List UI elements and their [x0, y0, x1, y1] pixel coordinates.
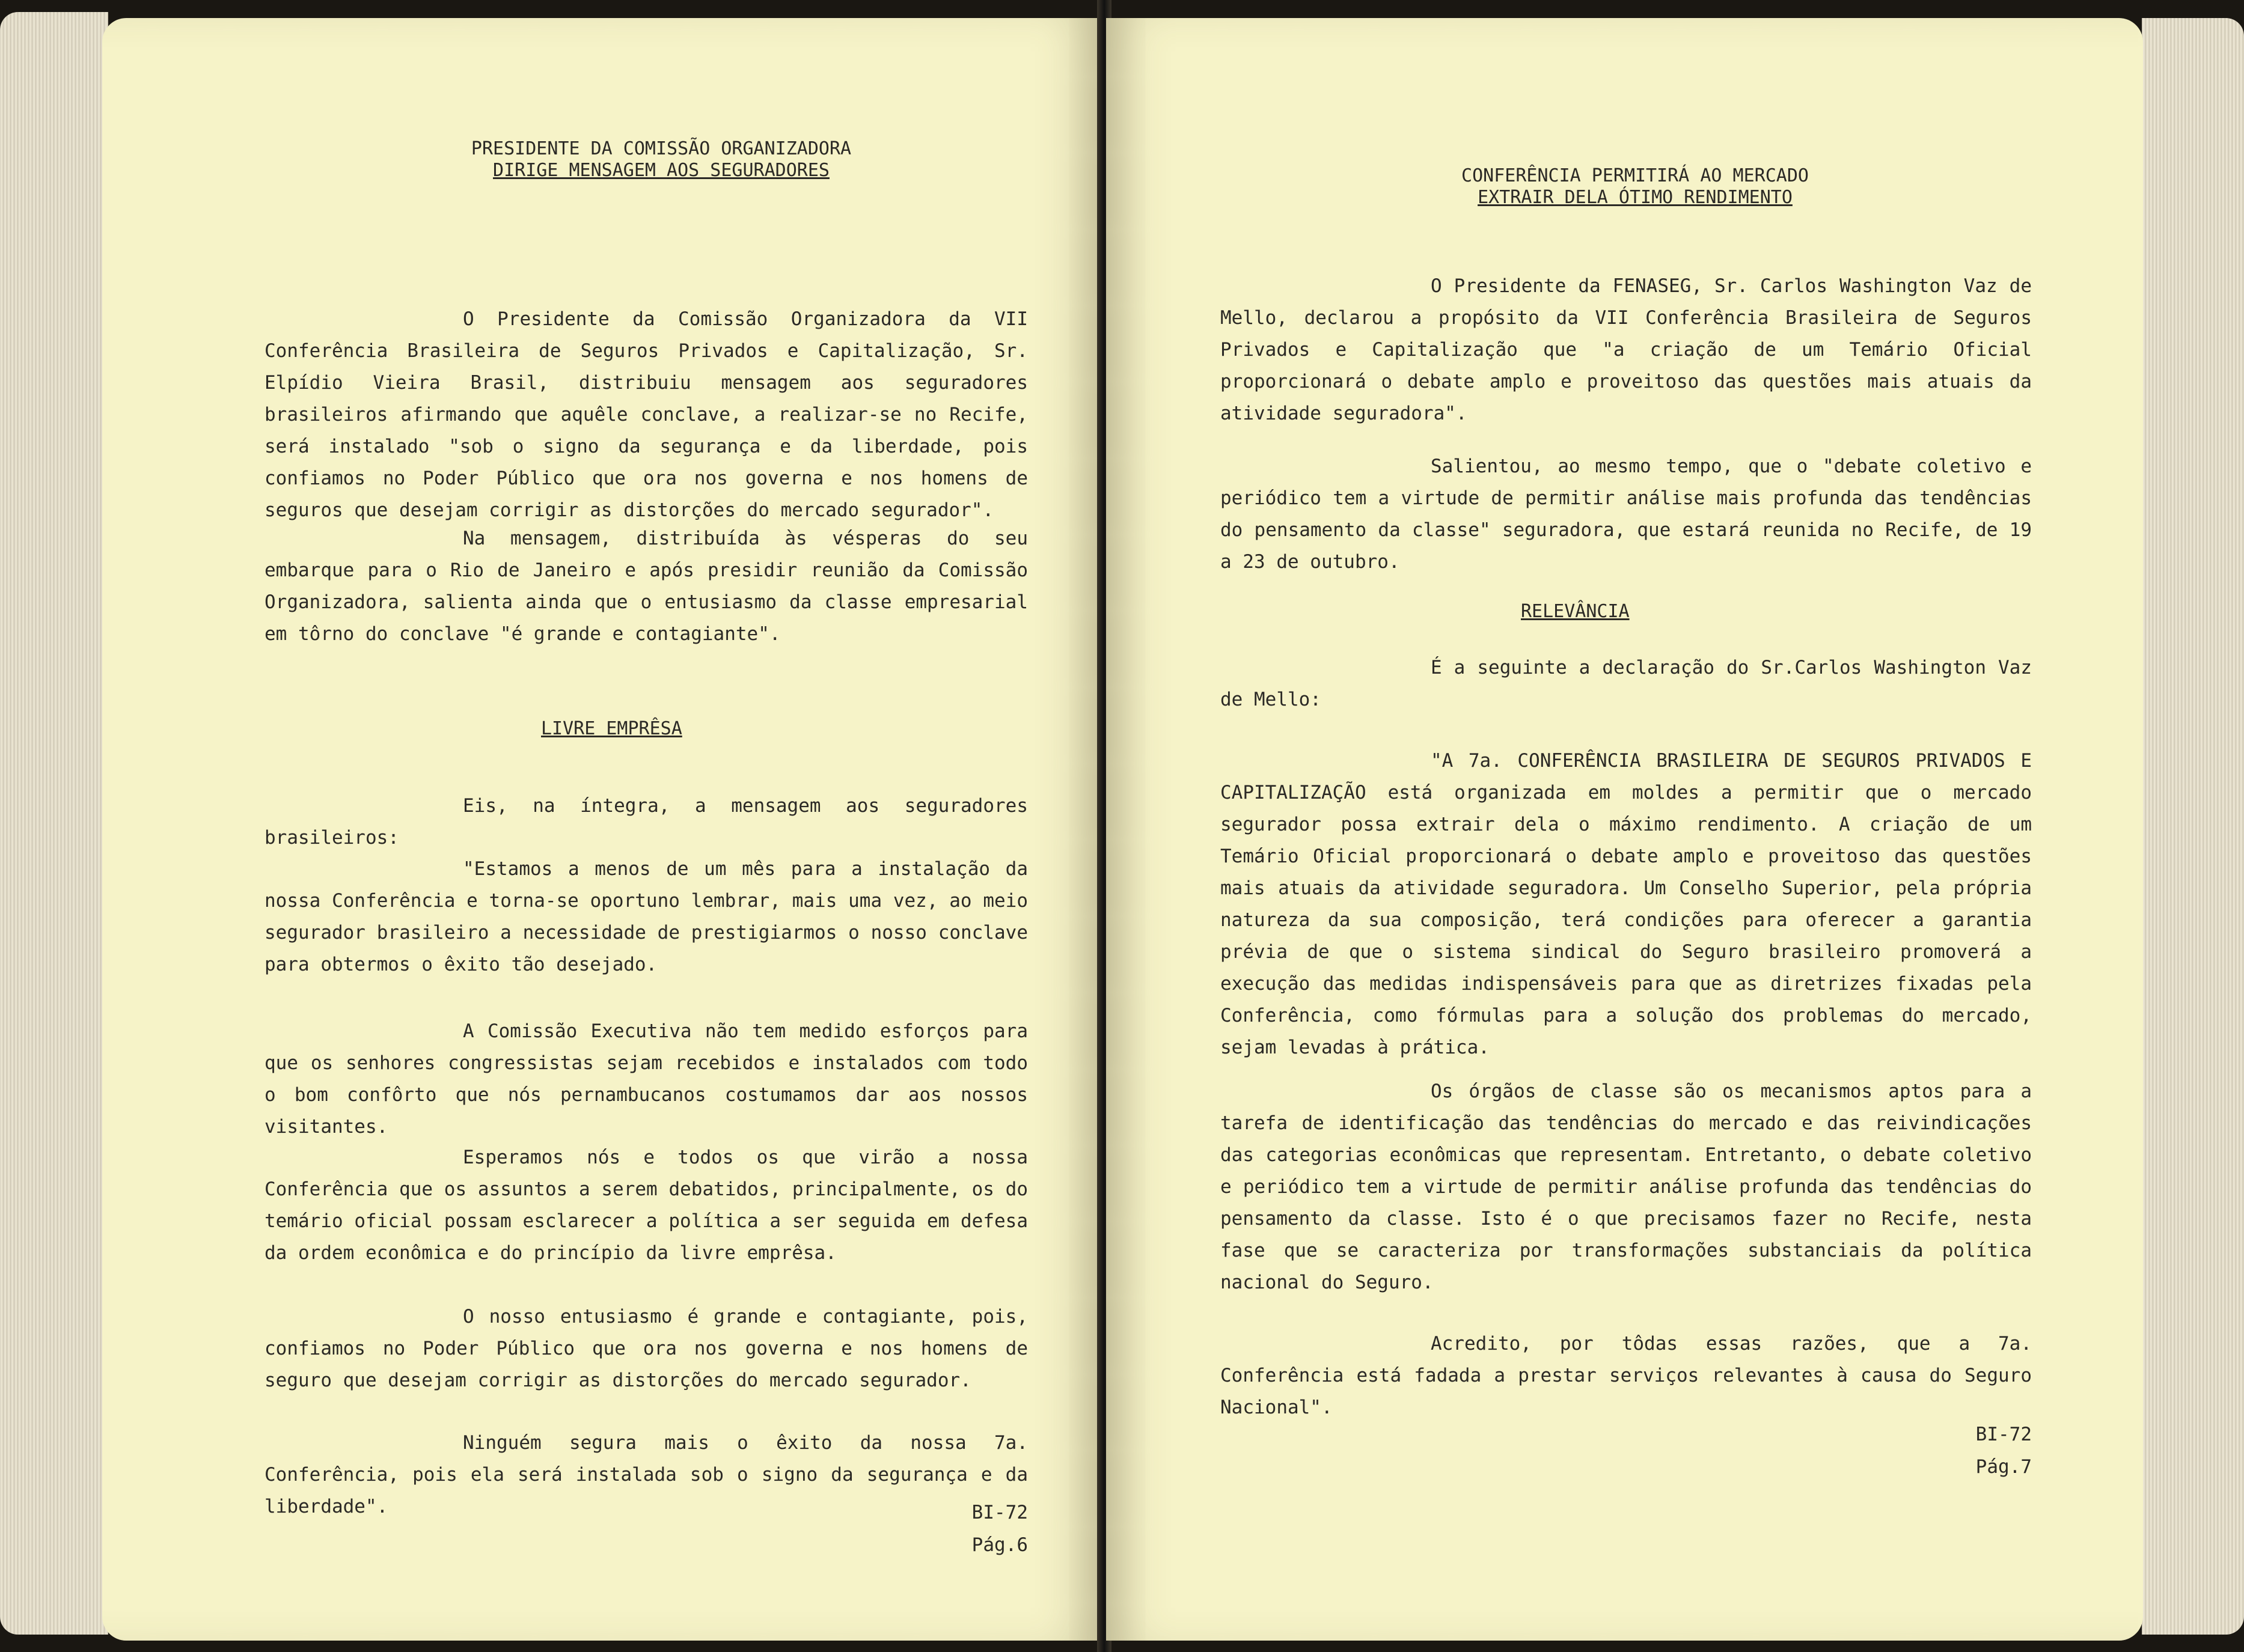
book-page-edges-right	[2142, 18, 2244, 1635]
left-paragraph-8: Ninguém segura mais o êxito da nossa 7a. Conferência, pois ela será instalada sob o signo da segurança e da liberdade".	[264, 1432, 1028, 1517]
left-paragraph-1: O Presidente da Comissão Organizadora da VII Conferência Brasileira de Seguros Privados e Capitalização, Sr. Elpídio Vieira Brasil, distribuiu mensagem aos seguradores brasileiros afirmando que aquêle conclave, a realizar-se no Recife, será instalado "sob o signo da segurança e da liberdade, pois confiamos no Poder Público que ora nos governa e nos homens de seguros que desejam corrigir as distorções do mercado segurador".	[264, 308, 1028, 521]
left-paragraph-4: "Estamos a menos de um mês para a instalação da nossa Conferência e torna-se oportuno lembrar, mais uma vez, ao meio segurador brasileiro a necessidade de prestigiarmos o nosso conclave para obtermos o êxito tão desejado.	[264, 858, 1028, 975]
right-footer	[1936, 1418, 2032, 1483]
book-page-edges-left	[0, 12, 108, 1635]
left-footer-page: Pág.6	[971, 1534, 1028, 1556]
left-headline-line2: DIRIGE MENSAGEM AOS SEGURADORES	[493, 160, 830, 181]
right-footer-page: Pág.7	[1975, 1456, 2032, 1478]
left-paragraph-5: A Comissão Executiva não tem medido esforços para que os senhores congressistas sejam recebidos e instalados com todo o bom confôrto que nós pernambucanos costumamos dar aos nossos visitantes.	[264, 1020, 1028, 1138]
right-section-title: RELEVÂNCIA	[1521, 601, 1630, 622]
right-paragraph-5: Os órgãos de classe são os mecanismos aptos para a tarefa de identificação das tendências do mercado e das reivindicações das categorias econômicas que representam. Entretanto, o debate coletivo e periódico tem a virtude de permitir análise profunda das tendências do pensamento da classe. Isto é o que precisamos fazer no Recife, nesta fase que se caracteriza por transformações substanciais da política nacional do Seguro.	[1220, 1081, 2032, 1293]
right-paragraph-1: O Presidente da FENASEG, Sr. Carlos Washington Vaz de Mello, declarou a propósito da VII Conferência Brasileira de Seguros Privados e Capitalização que "a criação de um Temário Oficial proporcionará o debate amplo e proveitoso das questões mais atuais da atividade seguradora".	[1220, 275, 2032, 424]
left-paragraph-3: Eis, na íntegra, a mensagem aos seguradores brasileiros:	[264, 795, 1028, 849]
left-footer-code: BI-72	[971, 1502, 1028, 1523]
right-paragraph-4: "A 7a. CONFERÊNCIA BRASILEIRA DE SEGUROS PRIVADOS E CAPITALIZAÇÃO está organizada em moldes a permitir que o mercado segurador possa extrair dela o máximo rendimento. A criação de um Temário Oficial proporcionará o debate amplo e proveitoso das questões mais atuais da atividade seguradora. Um Conselho Superior, pela própria natureza da sua composição, terá condições para oferecer a garantia prévia de que o sistema sindical do Seguro brasileiro promoverá a execução das medidas indispensáveis para que as diretrizes fixadas pela Conferência, como fórmulas para a solução dos problemas do mercado, sejam levadas à prática.	[1220, 750, 2032, 1058]
right-paragraph-2: Salientou, ao mesmo tempo, que o "debate coletivo e periódico tem a virtude de permitir análise mais profunda das tendências do pensamento da classe" seguradora, que estará reunida no Recife, de 19 a 23 de outubro.	[1220, 456, 2032, 573]
right-paragraph-6: Acredito, por tôdas essas razões, que a 7a. Conferência está fadada a prestar serviços relevantes à causa do Seguro Nacional".	[1220, 1333, 2032, 1418]
left-paragraph-6: Esperamos nós e todos os que virão a nossa Conferência que os assuntos a serem debatidos, principalmente, os do temário oficial possam esclarecer a política a ser seguida em defesa da ordem econômica e do princípio da livre emprêsa.	[264, 1147, 1028, 1264]
left-paragraph-7: O nosso entusiasmo é grande e contagiante, pois, confiamos no Poder Público que ora nos governa e nos homens de seguro que desejam corrigir as distorções do mercado segurador.	[264, 1306, 1028, 1391]
right-headline	[1419, 165, 1851, 209]
left-section-title: LIVRE EMPRÊSA	[541, 718, 682, 739]
right-paragraph-3: É a seguinte a declaração do Sr.Carlos Washington Vaz de Mello:	[1220, 657, 2032, 710]
right-footer-code: BI-72	[1975, 1424, 2032, 1445]
left-paragraph-2: Na mensagem, distribuída às vésperas do seu embarque para o Rio de Janeiro e após presidir reunião da Comissão Organizadora, salienta ainda que o entusiasmo da classe empresarial em tôrno do conclave "é grande e contagiante".	[264, 528, 1028, 645]
right-headline-line1: CONFERÊNCIA PERMITIRÁ AO MERCADO	[1461, 165, 1809, 186]
right-page	[1106, 18, 2143, 1641]
right-headline-line2: EXTRAIR DELA ÓTIMO RENDIMENTO	[1478, 187, 1793, 208]
left-footer	[932, 1496, 1028, 1561]
left-headline	[415, 138, 908, 181]
left-headline-line1: PRESIDENTE DA COMISSÃO ORGANIZADORA	[471, 138, 852, 159]
left-page	[102, 18, 1100, 1641]
